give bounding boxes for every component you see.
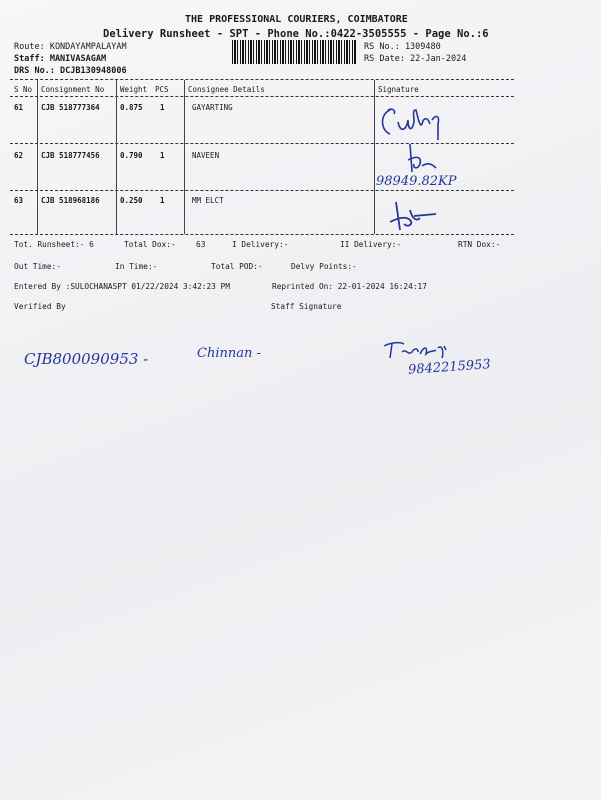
out-time: Out Time:- xyxy=(14,262,61,271)
handwritten-consignment: CJB800090953 - xyxy=(24,350,149,368)
handwritten-phone-row-2: 98949.82KP xyxy=(376,174,457,189)
col-consignment: Consignment No xyxy=(41,85,105,94)
row-pcs: 1 xyxy=(160,196,165,205)
row-sno: 63 xyxy=(14,196,24,205)
col-divider xyxy=(184,80,185,234)
in-time: In Time:- xyxy=(115,262,158,271)
signature-row-1 xyxy=(378,100,458,142)
company-title: THE PROFESSIONAL COURIERS, COIMBATORE xyxy=(185,14,408,25)
tot-runsheet: Tot. Runsheet:- 6 xyxy=(14,240,94,249)
row-pcs: 1 xyxy=(160,103,165,112)
row-sno: 61 xyxy=(14,103,24,112)
col-pcs: PCS xyxy=(155,85,169,94)
runsheet-subtitle: Delivery Runsheet - SPT - Phone No.:0422-3505555 - Page No.:6 xyxy=(103,28,489,40)
row-sno: 62 xyxy=(14,151,24,160)
i-delivery: I Delivery:- xyxy=(232,240,289,249)
rs-date: RS Date: 22-Jan-2024 xyxy=(364,54,467,64)
row-weight: 0.250 xyxy=(120,196,143,205)
row-weight: 0.875 xyxy=(120,103,143,112)
col-divider xyxy=(116,80,117,234)
col-divider xyxy=(374,80,375,234)
total-dox-label: Total Dox:- xyxy=(124,240,176,249)
row-pcs: 1 xyxy=(160,151,165,160)
col-signature: Signature xyxy=(378,85,419,94)
row-consignment: CJB 518777364 xyxy=(41,103,100,112)
delvy-points: Delvy Points:- xyxy=(291,262,357,271)
total-dox-value: 63 xyxy=(196,240,206,249)
barcode xyxy=(232,40,357,64)
signature-row-2 xyxy=(402,142,452,178)
staff-signature-label: Staff Signature xyxy=(271,302,342,311)
table-header-rule xyxy=(10,96,514,97)
row-consignee: NAVEEN xyxy=(192,151,220,160)
route-label: Route: KONDAYAMPALAYAM xyxy=(14,42,127,52)
handwritten-name: Chinnan - xyxy=(197,346,261,361)
verified-by: Verified By xyxy=(14,302,66,311)
total-pod: Total POD:- xyxy=(211,262,263,271)
entered-by: Entered By :SULOCHANASPT 01/22/2024 3:42:23 PM xyxy=(14,282,230,291)
col-sno: S No xyxy=(14,85,33,94)
ii-delivery: II Delivery:- xyxy=(340,240,402,249)
rtn-dox: RTN Dox:- xyxy=(458,240,501,249)
row-weight: 0.790 xyxy=(120,151,143,160)
handwritten-phone: 9842215953 xyxy=(407,357,492,378)
table-top-rule xyxy=(10,79,514,80)
col-weight: Weight xyxy=(120,85,148,94)
staff-label: Staff: MANIVASAGAM xyxy=(14,54,107,64)
row-consignee: GAYARTING xyxy=(192,103,233,112)
row-consignment: CJB 518777456 xyxy=(41,151,100,160)
table-bottom-rule xyxy=(10,234,514,235)
row-consignment: CJB 518968186 xyxy=(41,196,100,205)
staff-signature xyxy=(382,338,462,362)
row-consignee: MM ELCT xyxy=(192,196,224,205)
signature-row-3 xyxy=(386,196,446,232)
drs-number: DRS No.: DCJB130948006 xyxy=(14,66,127,76)
rs-number: RS No.: 1309480 xyxy=(364,42,441,52)
col-consignee: Consignee Details xyxy=(188,85,265,94)
col-divider xyxy=(37,80,38,234)
row-rule xyxy=(10,190,514,191)
reprinted-on: Reprinted On: 22-01-2024 16:24:17 xyxy=(272,282,427,291)
